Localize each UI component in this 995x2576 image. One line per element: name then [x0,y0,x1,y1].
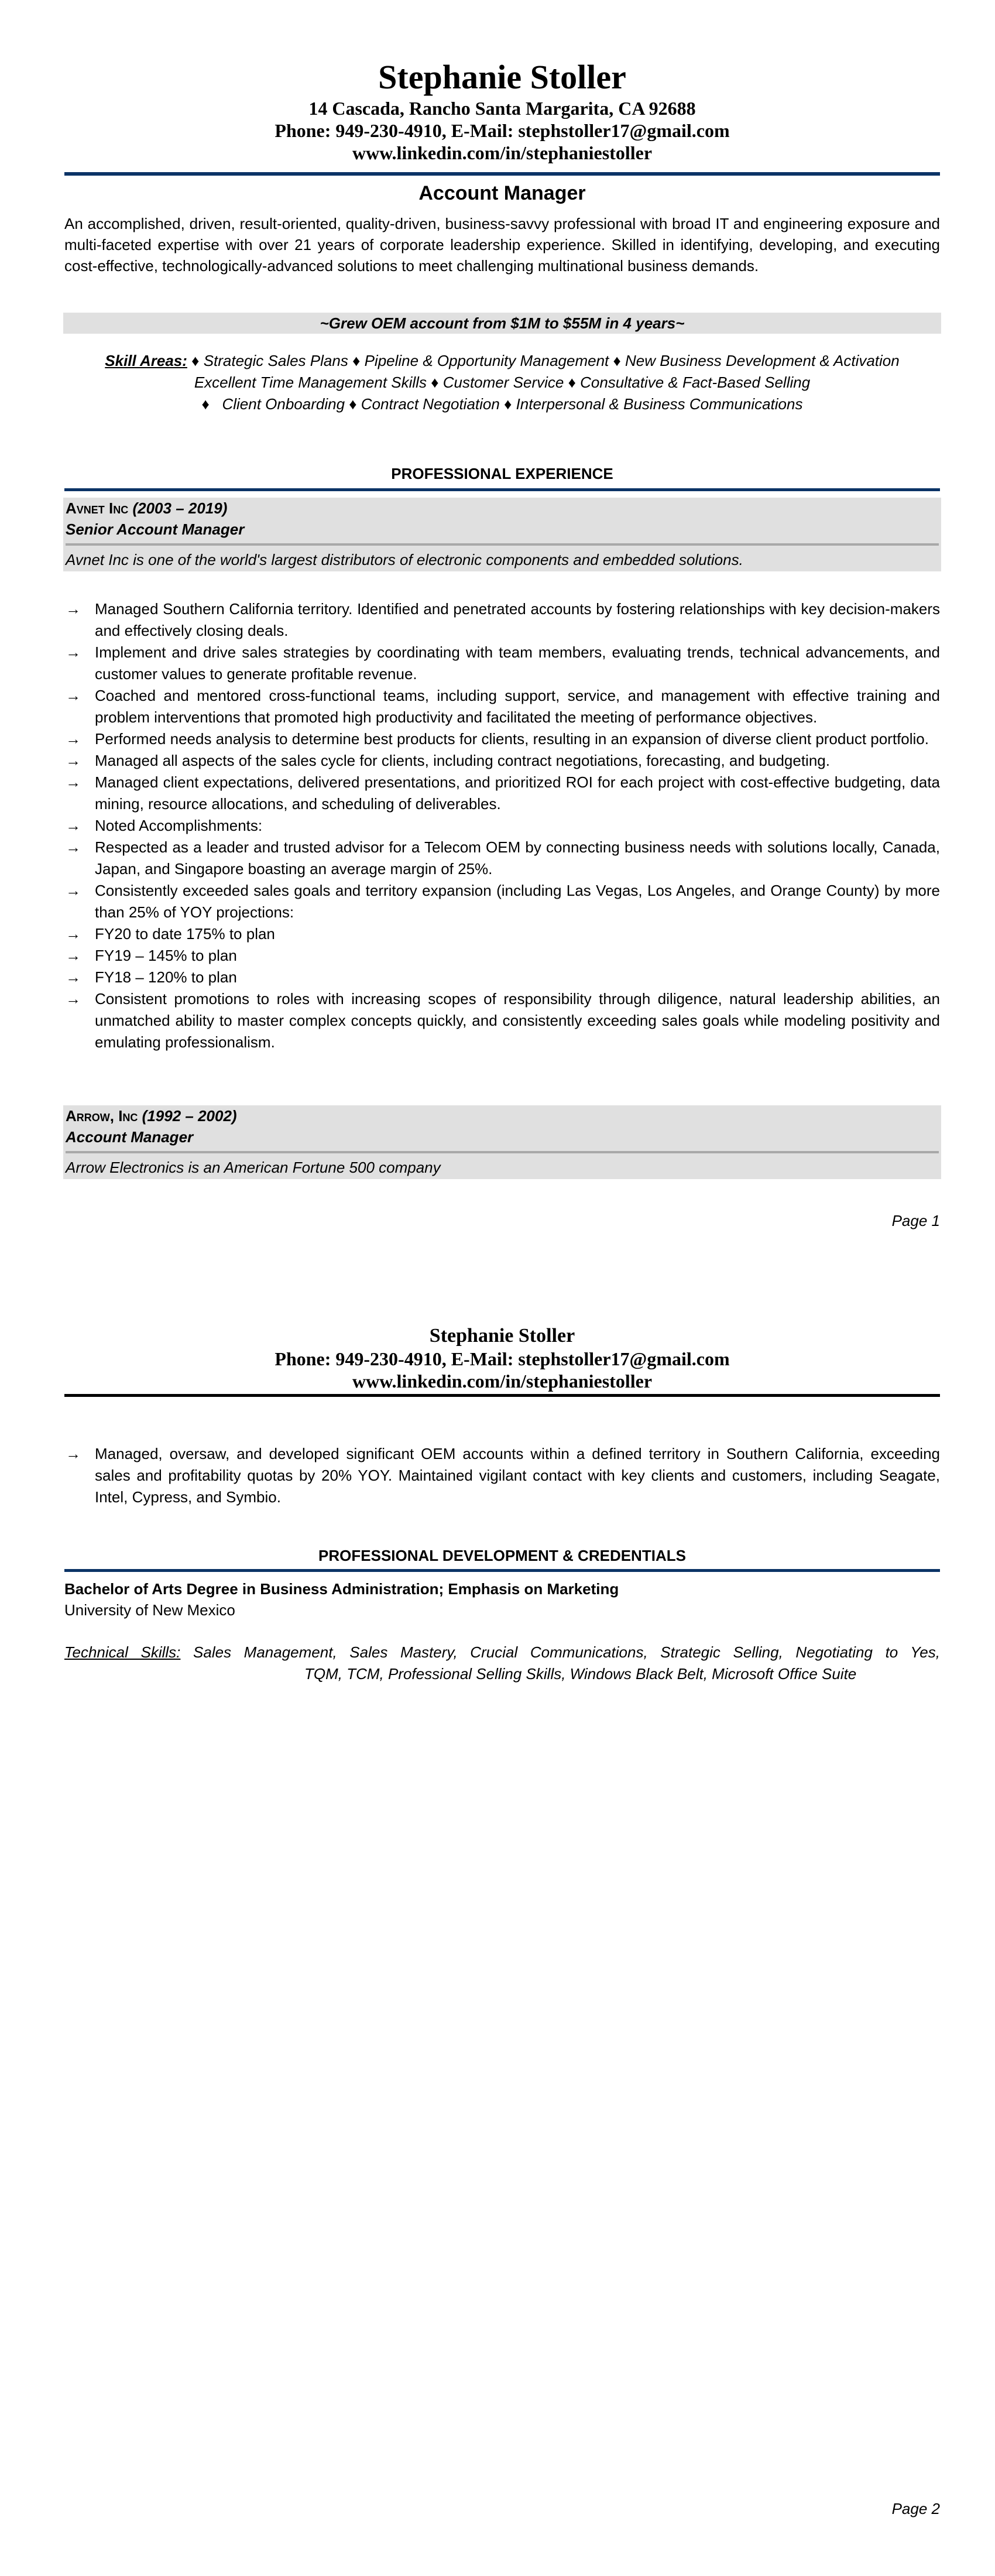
list-item [64,815,940,837]
list-item [64,772,940,815]
bullet-text: FY18 – 120% to plan [95,968,237,986]
address: 14 Cascada, Rancho Santa Margarita, CA 92688 [308,98,696,119]
list-item [64,728,940,750]
job-years: (2003 – 2019) [132,499,228,517]
phone-email: Phone: 949-230-4910, E-Mail: stephstoller17@gmail.com [275,120,730,141]
linkedin-url[interactable]: www.linkedin.com/in/stephaniestoller [352,1371,653,1392]
company-description: Arrow Electronics is an American Fortune 500 company [66,1159,441,1176]
company-name: Arrow, Inc [66,1107,138,1125]
linkedin-url[interactable]: www.linkedin.com/in/stephaniestoller [352,142,653,163]
skill-item: Consultative & Fact-Based Selling [580,374,811,391]
skill-item: Client Onboarding [222,395,345,413]
arrow-right-icon: → [66,817,81,834]
skill-areas [64,350,940,415]
bullet-text: Consistently exceeded sales goals and territory expansion (including Las Vegas, Los Angeles, and Orange County) by more than 25% of YOY projections: [95,882,940,921]
diamond-bullet-icon: ♦ [568,374,576,391]
skill-item: Interpersonal & Business Communications [516,395,803,413]
job-header-avnet [63,498,941,571]
technical-skills-list: Sales Management, Sales Mastery, Crucial Communications, Strategic Selling, Negotiating to Yes, [193,1643,940,1661]
candidate-name: Stephanie Stoller [378,58,626,96]
candidate-name: Stephanie Stoller [429,1325,575,1347]
arrow-right-icon: → [66,990,81,1008]
technical-skills-line-2: TQM, TCM, Professional Selling Skills, Windows Black Belt, Microsoft Office Suite [304,1665,857,1683]
diamond-bullet-icon: ♦ [613,352,621,369]
technical-skills-line-1 [64,1642,940,1663]
job-separator [66,543,939,546]
diamond-bullet-icon: ♦ [191,352,200,369]
list-item [64,967,940,988]
education-degree: Bachelor of Arts Degree in Business Administration; Emphasis on Marketing [64,1580,619,1598]
bullet-text: FY20 to date 175% to plan [95,925,275,943]
arrow-right-icon: → [66,687,81,704]
arrow-right-icon: → [66,882,81,899]
bullet-text: Managed all aspects of the sales cycle for clients, including contract negotiations, forecasting, and budgeting. [95,752,830,769]
bullet-text: Managed client expectations, delivered presentations, and prioritized ROI for each project with cost-effective budgeting, data mining, resource allocations, and scheduling of deliverables. [95,773,940,813]
bullet-text: Performed needs analysis to determine best products for clients, resulting in an expansion of diverse client product portfolio. [95,730,929,748]
development-divider [64,1569,940,1572]
arrow-right-icon: → [66,1445,81,1462]
list-item [64,988,940,1053]
job-bullets-arrow [64,1443,940,1508]
skill-line-1 [64,350,940,372]
diamond-bullet-icon: ♦ [352,352,361,369]
arrow-right-icon: → [66,947,81,964]
skill-item: Pipeline & Opportunity Management [364,352,609,369]
arrow-right-icon: → [66,730,81,748]
header-divider [64,1394,940,1397]
bullet-text: Managed Southern California territory. Identified and penetrated accounts by fostering relationships with key decision-makers and effectively closing deals. [95,600,940,639]
arrow-right-icon: → [66,968,81,986]
job-company-line [63,1105,941,1126]
bullet-text: Noted Accomplishments: [95,817,263,834]
page-number: Page 2 [891,2500,940,2517]
diamond-bullet-icon: ♦ [431,374,439,391]
list-item [64,1443,940,1508]
diamond-bullet-icon: ♦ [201,395,210,413]
skill-item: Strategic Sales Plans [203,352,348,369]
skill-line-2 [64,372,940,393]
diamond-bullet-icon: ♦ [349,395,357,413]
professional-summary: An accomplished, driven, result-oriented, quality-driven, business-savvy professional with broad IT and engineering exposure and multi-faceted expertise with over 21 years of corporate leadership experience. Skilled in identifying, developing, and executing cost-effective, technologically-advanced solutions to meet challenging multinational business demands. [64,215,940,275]
arrow-right-icon: → [66,752,81,769]
phone-email: Phone: 949-230-4910, E-Mail: stephstoller17@gmail.com [275,1348,730,1369]
development-heading: PROFESSIONAL DEVELOPMENT & CREDENTIALS [318,1547,686,1564]
skill-areas-label: Skill Areas: [105,352,187,369]
company-name: Avnet Inc [66,499,129,517]
job-title: Account Manager [418,182,586,204]
experience-divider [64,488,940,491]
list-item [64,598,940,642]
bullet-text: FY19 – 145% to plan [95,947,237,964]
arrow-right-icon: → [66,838,81,856]
skill-item: Contract Negotiation [361,395,500,413]
experience-heading: PROFESSIONAL EXPERIENCE [391,465,613,482]
page-number: Page 1 [891,1212,940,1229]
arrow-right-icon: → [66,925,81,943]
bullet-text: Coached and mentored cross-functional teams, including support, service, and management with effective training and problem interventions that promoted high productivity and facilitated the meeting of performance objectives. [95,687,940,726]
job-role: Account Manager [66,1128,194,1146]
arrow-right-icon: → [66,600,81,618]
technical-skills-label: Technical Skills: [64,1643,181,1661]
job-separator [66,1151,939,1153]
bullet-text: Managed, oversaw, and developed significant OEM accounts within a defined territory in Southern California, exceeding sales and profitability quotas by 20% YOY. Maintained vigilant contact with key clients and customers, including Seagate, Intel, Cypress, and Symbio. [95,1445,940,1506]
job-header-arrow [63,1105,941,1179]
skill-line-3 [64,393,940,415]
list-item [64,750,940,772]
list-item [64,685,940,728]
job-bullets-avnet [64,598,940,1053]
arrow-right-icon: → [66,773,81,791]
list-item [64,642,940,685]
diamond-bullet-icon: ♦ [504,395,512,413]
skill-item: New Business Development & Activation [625,352,900,369]
bullet-text: Respected as a leader and trusted advisor for a Telecom OEM by connecting business needs with solutions locally, Canada, Japan, and Singapore boasting an average margin of 25%. [95,838,940,878]
education-school: University of New Mexico [64,1601,235,1619]
skill-item: Excellent Time Management Skills [194,374,427,391]
job-role: Senior Account Manager [66,520,245,538]
list-item [64,945,940,967]
technical-skills [64,1642,940,1685]
list-item [64,923,940,945]
job-company-line [63,498,941,519]
job-years: (1992 – 2002) [142,1107,237,1125]
list-item [64,880,940,923]
company-description: Avnet Inc is one of the world's largest distributors of electronic components and embedded solutions. [66,551,743,568]
bullet-text: Implement and drive sales strategies by coordinating with team members, evaluating trends, technical advancements, and customer values to generate profitable revenue. [95,643,940,683]
highlight-banner: ~Grew OEM account from $1M to $55M in 4 years~ [63,313,941,334]
list-item [64,837,940,880]
arrow-right-icon: → [66,643,81,661]
bullet-text: Consistent promotions to roles with increasing scopes of responsibility through diligence, natural leadership abilities, an unmatched ability to master complex concepts quickly, and consistently exceeding sales goals while modeling positivity and emulating professionalism. [95,990,940,1051]
skill-item: Customer Service [442,374,564,391]
header-divider [64,172,940,176]
